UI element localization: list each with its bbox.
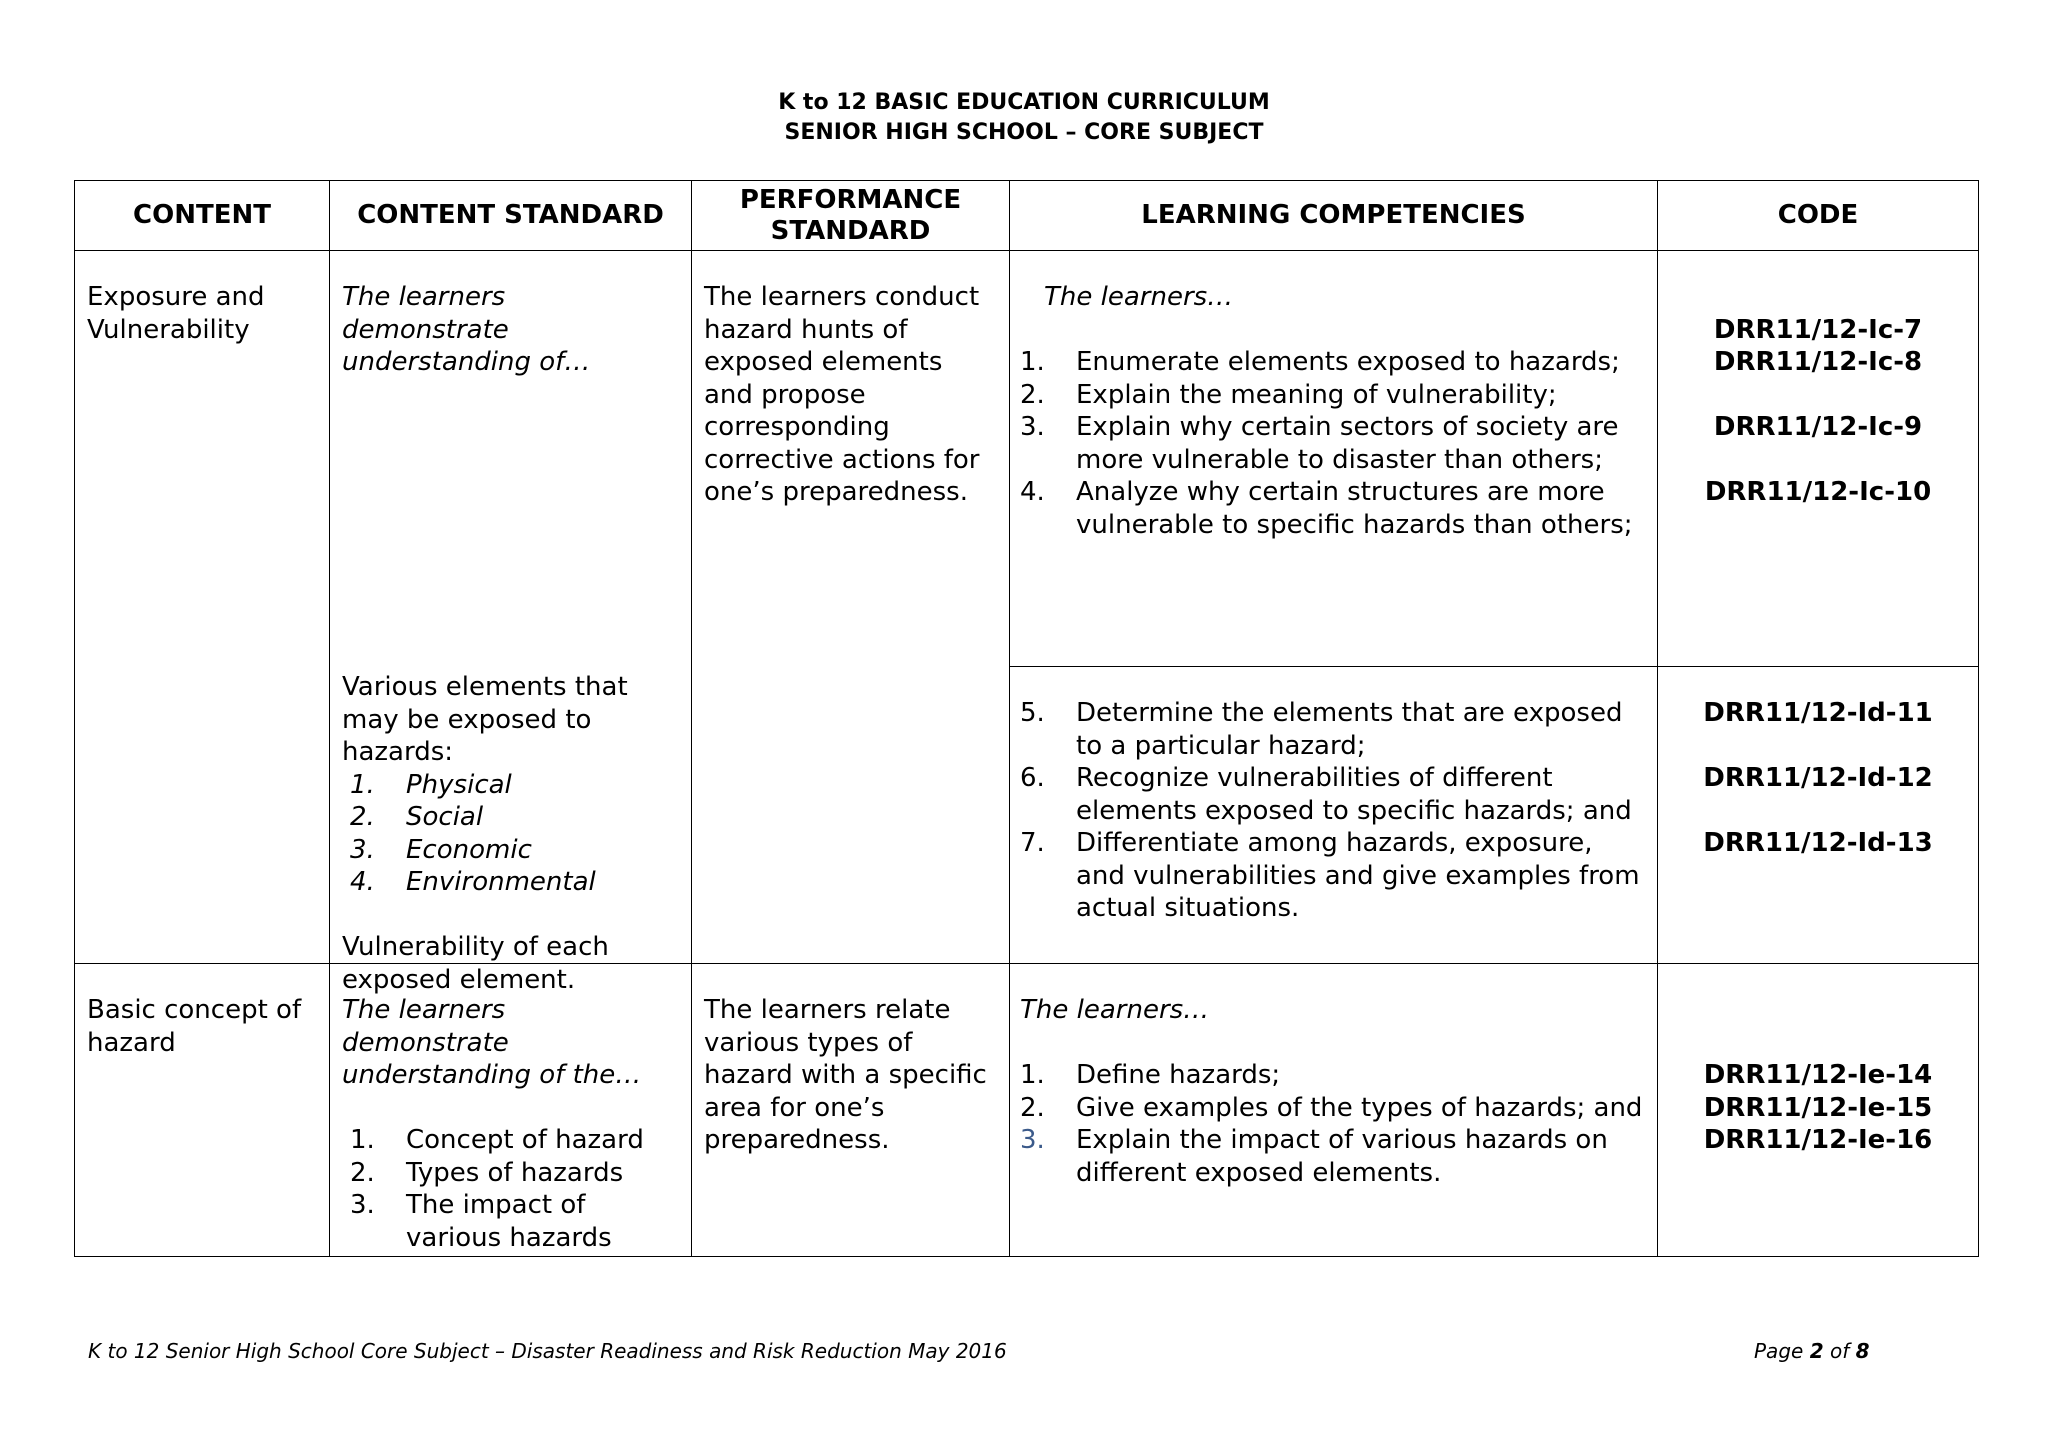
code-label: DRR11/12-Ic-8	[1713, 347, 1923, 377]
document-header	[0, 88, 2048, 148]
list-item: 1. Define hazards;	[1020, 1060, 1281, 1090]
elements-list	[350, 769, 679, 899]
code-label: DRR11/12-Ic-7	[1713, 314, 1923, 345]
footer-page-number: Page 2 of 8	[1754, 1339, 1870, 1363]
list-item: 4. Environmental	[350, 867, 596, 897]
curriculum-table	[74, 180, 1979, 1257]
table-row	[75, 964, 1979, 1257]
code-label: DRR11/12-Ic-10	[1704, 477, 1932, 507]
list-item: 1. Physical	[350, 769, 512, 800]
competencies-cell	[1010, 964, 1658, 1257]
code-label: DRR11/12-Ie-14	[1703, 1060, 1933, 1090]
performance-standard-text: The learners conduct hazard hunts of exposed elements and propose corresponding corrective actions for one’s preparedness.	[704, 282, 980, 507]
footer-document-title: K to 12 Senior High School Core Subject – Disaster Readiness and Risk Reduction May 2016	[88, 1339, 1007, 1363]
code-cell	[1658, 964, 1979, 1257]
code-label: DRR11/12-Ic-9	[1713, 412, 1923, 442]
content-text: Basic concept of hazard	[87, 995, 302, 1058]
column-header-learning-competencies: LEARNING COMPETENCIES	[1010, 181, 1658, 251]
content-standard-cell	[330, 964, 692, 1257]
content-standard-list	[350, 1124, 679, 1254]
code-cell	[1658, 251, 1979, 667]
performance-standard-cell	[692, 964, 1010, 1257]
list-item: 2. Types of hazards	[350, 1157, 624, 1188]
code-label: DRR11/12-Id-13	[1703, 828, 1933, 858]
list-item: 2. Give examples of the types of hazards; and	[1020, 1092, 1643, 1123]
list-item: 3. The impact of various hazards	[350, 1190, 612, 1253]
performance-standard-cell	[692, 251, 1010, 964]
content-standard-intro: The learners demonstrate understanding of…	[342, 282, 591, 377]
column-header-code: CODE	[1658, 181, 1979, 251]
code-label: DRR11/12-Ie-15	[1703, 1092, 1933, 1123]
code-label: DRR11/12-Id-11	[1703, 698, 1933, 728]
header-subtitle: SENIOR HIGH SCHOOL – CORE SUBJECT	[784, 120, 1264, 145]
list-item: 4. Analyze why certain structures are more vulnerable to specific hazards than others;	[1020, 477, 1633, 540]
vulnerability-text: Vulnerability of each exposed element.	[342, 932, 609, 995]
column-header-content-standard: CONTENT STANDARD	[330, 181, 692, 251]
header-title: K to 12 BASIC EDUCATION CURRICULUM	[778, 90, 1270, 115]
competencies-list	[1020, 697, 1645, 925]
competencies-cell	[1010, 667, 1658, 964]
list-item: 7. Differentiate among hazards, exposure, and vulnerabilities and give examples from actual situations.	[1020, 828, 1640, 923]
column-header-content: CONTENT	[75, 181, 330, 251]
list-item: 1. Concept of hazard	[350, 1125, 644, 1155]
list-item: 3. Economic	[350, 834, 532, 865]
content-cell	[75, 251, 330, 964]
competencies-list	[1020, 346, 1645, 541]
list-item: 2. Explain the meaning of vulnerability;	[1020, 379, 1557, 410]
content-standard-cell	[330, 251, 692, 995]
list-item: 2. Social	[350, 802, 484, 832]
performance-standard-text: The learners relate various types of hazard with a specific area for one’s preparedness.	[704, 995, 987, 1155]
content-standard-intro: The learners demonstrate understanding of the…	[342, 995, 642, 1090]
competencies-list	[1020, 1059, 1645, 1189]
code-label: DRR11/12-Id-12	[1703, 763, 1933, 793]
competencies-intro: The learners…	[1044, 282, 1234, 312]
table-header-row	[75, 181, 1979, 251]
competencies-intro: The learners…	[1020, 995, 1210, 1025]
content-text: Exposure and Vulnerability	[87, 282, 265, 345]
competencies-cell	[1010, 251, 1658, 667]
column-header-performance-standard: PERFORMANCE STANDARD	[692, 181, 1010, 251]
table-row	[75, 251, 1979, 667]
list-item: 3. Explain the impact of various hazards on different exposed elements.	[1020, 1125, 1608, 1188]
elements-intro: Various elements that may be exposed to hazards:	[342, 672, 628, 767]
code-cell	[1658, 667, 1979, 964]
list-item: 1. Enumerate elements exposed to hazards;	[1020, 347, 1620, 377]
code-label: DRR11/12-Ie-16	[1703, 1125, 1933, 1155]
list-item: 6. Recognize vulnerabilities of different elements exposed to specific hazards; and	[1020, 763, 1632, 826]
list-item: 5. Determine the elements that are exposed to a particular hazard;	[1020, 698, 1623, 761]
list-item: 3. Explain why certain sectors of society are more vulnerable to disaster than others;	[1020, 412, 1619, 475]
content-cell	[75, 964, 330, 1257]
